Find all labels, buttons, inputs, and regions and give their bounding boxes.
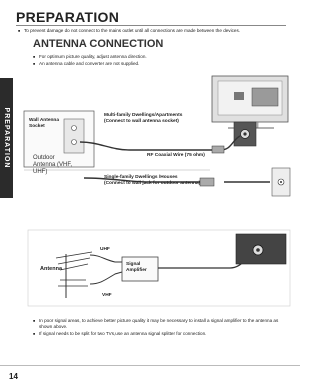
note-splitter: ■ If signal needs to be split for two TVs,use an antenna signal splitter for connection. bbox=[33, 331, 289, 337]
outdoor-wall-jack bbox=[224, 168, 290, 196]
multi-family-sub: (Connect to wall antenna socket) bbox=[104, 119, 179, 124]
side-tab-label: PREPARATION bbox=[3, 107, 10, 169]
antenna-label: Antenna bbox=[40, 266, 62, 272]
single-family-label: Single-family Dwellings /Houses bbox=[104, 175, 178, 180]
coax-label: RF Coaxial Wire (75 ohm) bbox=[147, 153, 205, 158]
bullet-not-supplied: ■ An antenna cable and converter are not supplied. bbox=[33, 61, 289, 67]
section-title: ANTENNA CONNECTION bbox=[33, 38, 164, 50]
outdoor-antenna-label: Outdoor Antenna (VHF, UHF) bbox=[33, 155, 73, 175]
outdoor-antenna-icon bbox=[56, 252, 92, 298]
page-title: PREPARATION bbox=[16, 9, 120, 25]
vhf-label: VHF bbox=[102, 293, 112, 298]
warning-note: ■ To prevent damage do not connect to the mains outlet until all connections are made between the devices. bbox=[18, 28, 294, 34]
multi-family-label: Multi-family Dwellings/Apartments bbox=[104, 113, 183, 118]
single-family-sub: (Connect to wall jack for outdoor antenna) bbox=[104, 181, 201, 186]
bullet-direction: ■ For optimum picture quality, adjust antenna direction. bbox=[33, 54, 289, 60]
note-signal-amplifier: ■ In poor signal areas, to achieve better picture quality it may be necessary to install a signal amplifier to the antenna as shown above. bbox=[33, 318, 289, 330]
page-number: 14 bbox=[9, 372, 18, 381]
tv-input-panel-2 bbox=[236, 234, 286, 264]
signal-amplifier-illustration bbox=[90, 255, 250, 284]
amplifier-label: Signal Amplifier bbox=[126, 262, 147, 273]
footer-rule bbox=[0, 365, 300, 366]
wall-socket-label: Wall Antenna Socket bbox=[29, 118, 60, 129]
tv-antenna-input-panel bbox=[234, 122, 256, 146]
uhf-label: UHF bbox=[100, 247, 110, 252]
